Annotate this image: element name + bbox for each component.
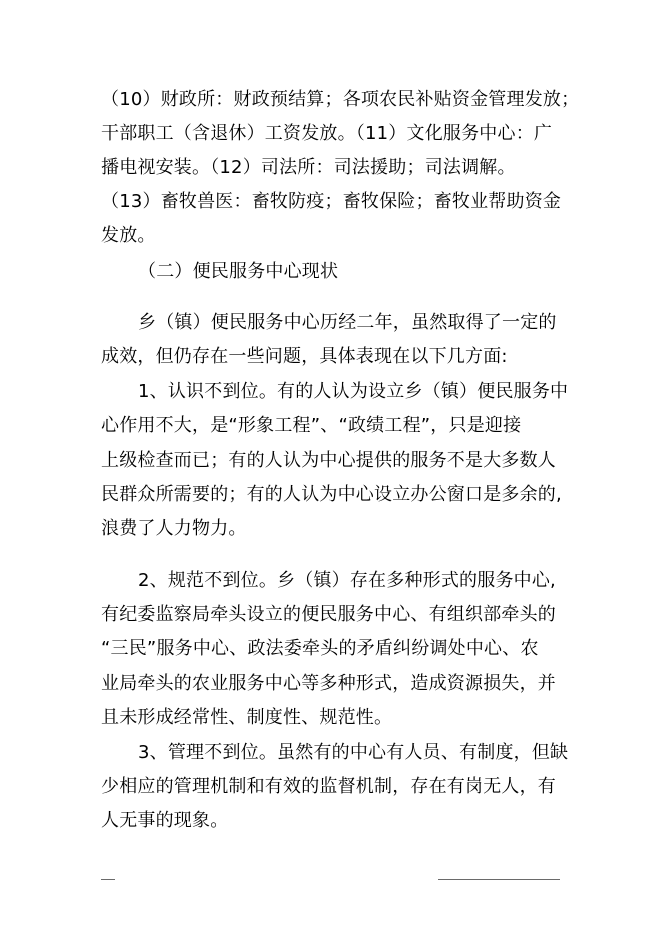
text-line-17: 业局牵头的农业服务中心等多种形式，造成资源损失，并 (101, 673, 556, 694)
text-line-1: （10）财政所：财政预结算；各项农民补贴资金管理发放； (101, 89, 580, 110)
text-line-16: “三民”服务中心、政法委牵头的矛盾纠纷调处中心、农 (101, 638, 539, 659)
text-line-19: 3、管理不到位。虽然有的中心有人员、有制度，但缺 (138, 742, 569, 763)
text-line-10: 心作用不大，是“形象工程”、“政绩工程”，只是迎接 (101, 415, 522, 436)
text-line-4: （13）畜牧兽医：畜牧防疫；畜牧保险；畜牧业帮助资金 (101, 191, 562, 212)
text-line-9: 1、认识不到位。有的人认为设立乡（镇）便民服务中 (138, 381, 569, 402)
text-line-21: 人无事的现象。 (101, 810, 229, 831)
footer-rule-left (101, 879, 115, 880)
text-line-20: 少相应的管理机制和有效的监督机制，存在有岗无人，有 (101, 776, 556, 797)
footer-rule-right (438, 879, 560, 880)
text-line-15: 有纪委监察局牵头设立的便民服务中心、有组织部牵头的 (101, 604, 556, 625)
text-line-18: 且未形成经常性、制度性、规范性。 (101, 707, 393, 728)
text-line-14: 2、规范不到位。乡（镇）存在多种形式的服务中心, (138, 570, 556, 591)
text-line-5: 发放。 (101, 225, 156, 246)
text-line-8: 成效，但仍存在一些问题，具体表现在以下几方面: (101, 346, 508, 367)
text-line-13: 浪费了人力物力。 (101, 518, 247, 539)
section-heading: （二）便民服务中心现状 (138, 261, 339, 282)
text-line-2: 干部职工（含退休）工资发放。（11）文化服务中心：广 (101, 123, 553, 144)
text-line-12: 民群众所需要的；有的人认为中心设立办公窗口是多余的, (101, 484, 562, 505)
text-line-11: 上级检查而已；有的人认为中心提供的服务不是大多数人 (101, 450, 556, 471)
text-line-3: 播电视安装。（12）司法所：司法援助；司法调解。 (101, 157, 516, 178)
text-line-7: 乡（镇）便民服务中心历经二年，虽然取得了一定的 (138, 312, 557, 333)
